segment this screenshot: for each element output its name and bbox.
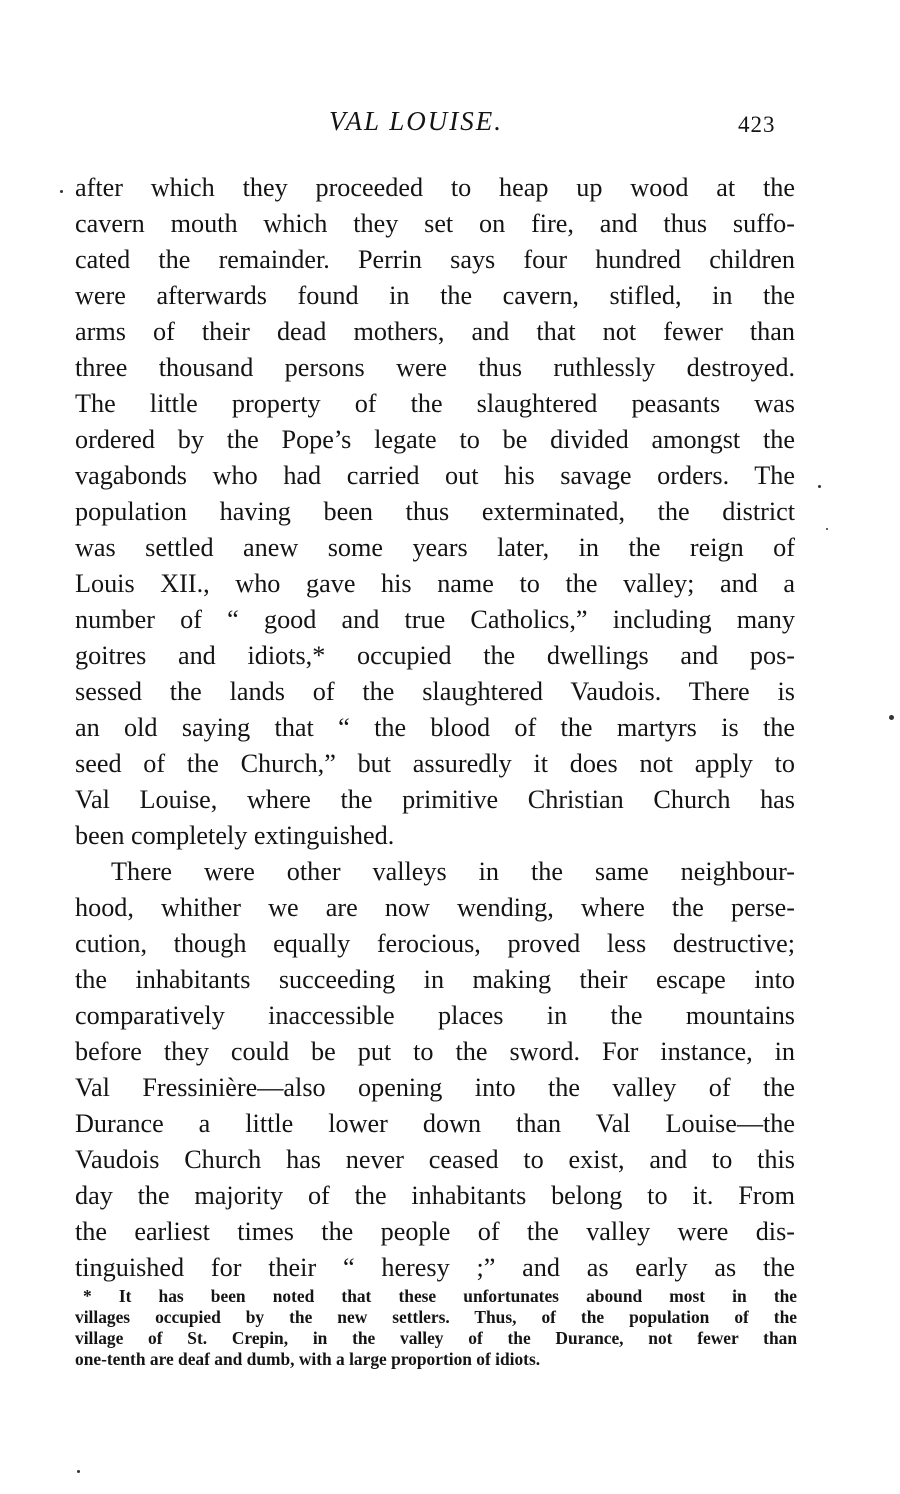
body-line: was settled anew some years later, in the reign of [75,533,795,562]
body-line: Val Fressinière—also opening into the valley of the [75,1073,795,1102]
footnote-line: villages occupied by the new settlers. Thus, of the population of the [75,1307,797,1327]
body-line: before they could be put to the sword. For instance, in [75,1037,795,1066]
body-line: cated the remainder. Perrin says four hundred children [75,245,795,274]
running-title: VAL LOUISE. [329,106,504,136]
body-line: Val Louise, where the primitive Christian Church has [75,785,795,814]
paragraph-start-line: There were other valleys in the same neighbour- [111,857,795,886]
body-line: sessed the lands of the slaughtered Vaudois. There is [75,677,795,706]
body-line: tinguished for their “ heresy ;” and as early as the [75,1253,795,1282]
body-line: The little property of the slaughtered peasants was [75,389,795,418]
scan-speck [60,190,63,193]
body-text [75,170,795,1286]
body-line: population having been thus exterminated, the district [75,497,795,526]
body-line: Louis XII., who gave his name to the valley; and a [75,569,795,598]
scan-speck [818,485,821,488]
body-line: the earliest times the people of the valley were dis- [75,1217,795,1246]
body-line: after which they proceeded to heap up wood at the [75,173,795,202]
body-line: cution, though equally ferocious, proved less destructive; [75,929,795,958]
body-line: an old saying that “ the blood of the martyrs is the [75,713,795,742]
scan-speck [77,1470,80,1473]
body-line: hood, whither we are now wending, where the perse- [75,893,795,922]
body-line: were afterwards found in the cavern, stifled, in the [75,281,795,310]
footnote [75,1286,797,1370]
body-line: cavern mouth which they set on fire, and thus suffo- [75,209,795,238]
body-line: ordered by the Pope’s legate to be divided amongst the [75,425,795,454]
page-number: 423 [738,112,776,137]
body-line: Vaudois Church has never ceased to exist, and to this [75,1145,795,1174]
footnote-line: village of St. Crepin, in the valley of the Durance, not fewer than [75,1328,797,1348]
scan-speck [889,715,894,720]
body-line: three thousand persons were thus ruthlessly destroyed. [75,353,795,382]
body-line: been completely extinguished. [75,821,395,850]
body-line: Durance a little lower down than Val Louise—the [75,1109,795,1138]
body-line: number of “ good and true Catholics,” including many [75,605,795,634]
page-header [0,106,900,146]
body-line: day the majority of the inhabitants belong to it. From [75,1181,795,1210]
body-line: comparatively inaccessible places in the mountains [75,1001,795,1030]
body-line: arms of their dead mothers, and that not fewer than [75,317,795,346]
body-line: seed of the Church,” but assuredly it does not apply to [75,749,795,778]
scan-speck [826,528,828,530]
body-line: goitres and idiots,* occupied the dwellings and pos- [75,641,795,670]
body-line: vagabonds who had carried out his savage orders. The [75,461,795,490]
footnote-line: * It has been noted that these unfortunates abound most in the [83,1286,797,1306]
footnote-line: one-tenth are deaf and dumb, with a large proportion of idiots. [75,1349,541,1369]
body-line: the inhabitants succeeding in making their escape into [75,965,795,994]
